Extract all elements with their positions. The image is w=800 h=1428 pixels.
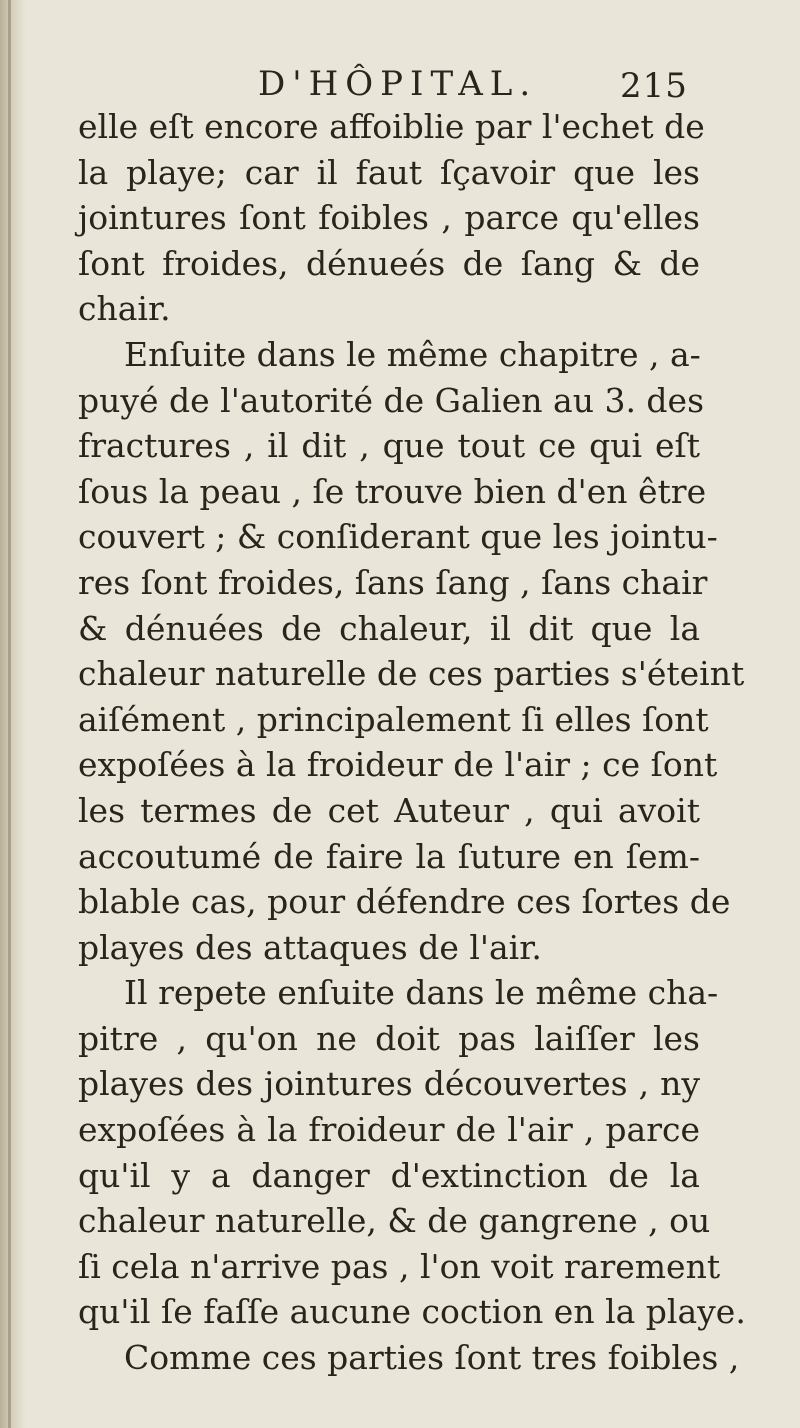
page-number: 215 bbox=[620, 66, 688, 106]
text-line: chair. bbox=[78, 289, 171, 329]
page-gutter bbox=[0, 0, 26, 1428]
text-line: ſi cela n'arrive pas , l'on voit rarement bbox=[78, 1246, 721, 1286]
text-line: chaleur naturelle de ces parties s'éteint bbox=[78, 654, 745, 694]
text-line: expoſées à la froideur de l'air , parce bbox=[78, 1110, 700, 1150]
text-line: pitre , qu'on ne doit pas laiſſer les bbox=[78, 1018, 700, 1058]
text-line: ſont froides, dénueés de ſang & de bbox=[78, 243, 700, 283]
page-header bbox=[0, 64, 800, 108]
body-text bbox=[78, 104, 746, 1381]
text-line: la playe; car il faut ſçavoir que les bbox=[78, 152, 700, 192]
text-line: expoſées à la froideur de l'air ; ce ſont bbox=[78, 745, 718, 785]
text-line: res ſont froides, ſans ſang , ſans chair bbox=[78, 562, 708, 602]
text-line: jointures ſont foibles , parce qu'elles bbox=[78, 198, 700, 238]
text-line: qu'il y a danger d'extinction de la bbox=[78, 1155, 700, 1195]
text-line: couvert ; & conſiderant que les jointu- bbox=[78, 517, 718, 557]
binding-edge bbox=[8, 0, 11, 1428]
text-line: fractures , il dit , que tout ce qui eſt bbox=[78, 426, 700, 466]
running-head: D'HÔPITAL. bbox=[258, 64, 538, 104]
text-line: ſous la peau , ſe trouve bien d'en être bbox=[78, 471, 707, 511]
text-line: blable cas, pour défendre ces ſortes de bbox=[78, 882, 731, 922]
text-line: puyé de l'autorité de Galien au 3. des bbox=[78, 380, 705, 420]
text-line: chaleur naturelle, & de gangrene , ou bbox=[78, 1201, 711, 1241]
text-line: Comme ces parties ſont tres foibles , bbox=[124, 1338, 740, 1378]
text-line: & dénuées de chaleur, il dit que la bbox=[78, 608, 700, 648]
text-line: Il repete enſuite dans le même cha- bbox=[124, 973, 719, 1013]
text-line: qu'il ſe faſſe aucune coction en la playe. bbox=[78, 1292, 746, 1332]
text-line: les termes de cet Auteur , qui avoit bbox=[78, 790, 700, 830]
text-line: Enſuite dans le même chapitre , a- bbox=[124, 334, 701, 374]
text-line: elle eſt encore affoiblie par l'echet de bbox=[78, 107, 705, 146]
text-line: playes des attaques de l'air. bbox=[78, 927, 542, 967]
text-line: aiſément , principalement ſi elles ſont bbox=[78, 699, 709, 739]
text-line: playes des jointures découvertes , ny bbox=[78, 1064, 700, 1104]
text-line: accoutumé de faire la ſuture en ſem- bbox=[78, 836, 700, 876]
